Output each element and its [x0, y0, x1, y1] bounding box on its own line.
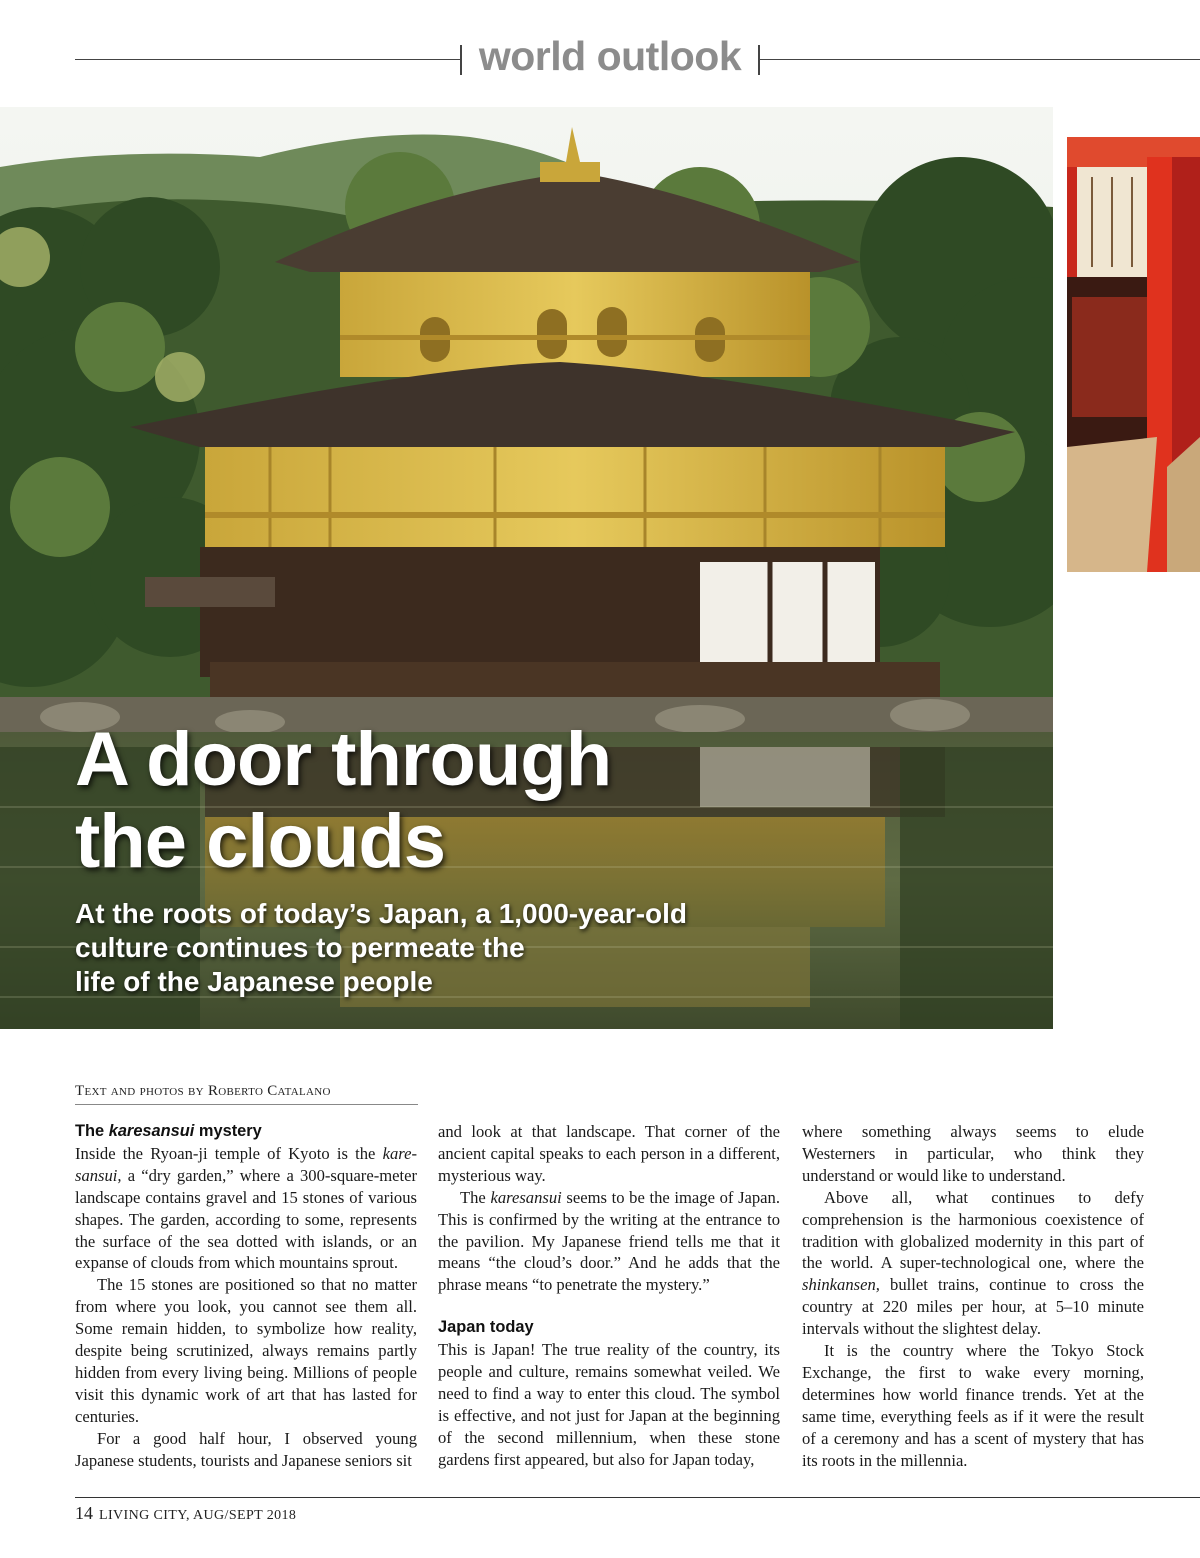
golden-pavilion-illustration — [0, 107, 1053, 1029]
article-subtitle-line-2: culture continues to permeate the — [75, 932, 525, 963]
byline: Text and photos by Roberto Catalano — [75, 1083, 331, 1099]
paragraph-3-continued: and look at that landscape. That corner of the ancient capital speaks to each person in a different, mysterious way. — [438, 1122, 780, 1185]
byline-rule — [75, 1104, 418, 1105]
article-title-line-2: the clouds — [75, 799, 446, 884]
paragraph-4 — [438, 1187, 780, 1297]
magazine-issue: LIVING CITY, AUG/SEPT 2018 — [99, 1508, 297, 1523]
paragraph-1 — [75, 1143, 417, 1274]
paragraph-3: For a good half hour, I observed young Japanese students, tourists and Japanese seniors sit — [75, 1428, 417, 1470]
subheading-karesansui — [75, 1121, 417, 1143]
article-column-1 — [75, 1121, 417, 1489]
article-subtitle — [75, 897, 815, 999]
paragraph-5: This is Japan! The true reality of the country, its people and culture, remains somewhat veiled. We need to find a way to enter this cloud. The symbol is effective, and not just for Japan at the beginning of the second millennium, when these stone gardens first appeared, but also for Japan today, — [438, 1340, 780, 1469]
text-run: Inside the Ryoan-ji temple of Kyoto is the — [75, 1143, 383, 1163]
folio — [75, 1503, 296, 1524]
article-subtitle-line-1: At the roots of today’s Japan, a 1,000-year-old — [75, 898, 688, 929]
shrine-photo — [1067, 137, 1200, 572]
subheading-text: mystery — [194, 1122, 262, 1140]
hero-photo — [0, 107, 1053, 1029]
footer-rule — [75, 1497, 1200, 1498]
header-tick-right — [758, 45, 760, 75]
article-column-2 — [438, 1121, 780, 1489]
page-number: 14 — [75, 1503, 93, 1523]
italic-term: kare-sansui, — [75, 1143, 417, 1185]
paragraph-5-continued: where something always seems to elude Westerners in particular, who think they understand or would like to understand. — [802, 1122, 1144, 1185]
paragraph-2: The 15 stones are positioned so that no matter from where you look, you cannot see them all. Some remain hidden, to symbolize how reality, despite being scrutinized, always remains partly hidden from every living being. Millions of people visit this dynamic work of art that has lasted for centuries. — [75, 1275, 417, 1426]
text-run: seems to be the image of Japan. This is confirmed by the writing at the entrance to the pavilion. My Japanese friend tells me that it means “the cloud’s door.” And he adds that the phrase means “to penetrate the mystery.” — [438, 1187, 780, 1295]
article-title-line-1: A door through — [75, 717, 612, 802]
paragraph-7: It is the country where the Tokyo Stock Exchange, the first to wake every morning, determines how world finance trends. Yet at the same time, everything feels as if it were the result of a ceremony and has a scent of mystery that has its roots in the millennia. — [802, 1341, 1144, 1470]
article-column-3 — [802, 1121, 1144, 1489]
header-rule-left — [75, 59, 460, 60]
italic-term: karesansui — [490, 1187, 562, 1207]
header-rule-right — [760, 59, 1200, 60]
subheading-japan-today: Japan today — [438, 1318, 534, 1337]
subheading-text: The — [75, 1122, 109, 1140]
section-title: world outlook — [478, 33, 742, 79]
text-run: bullet trains, continue to cross the country at 220 miles per hour, at 5–10 minute intervals without the slightest delay. — [802, 1275, 1144, 1339]
text-run: Above all, what continues to defy comprehension is the harmonious coexistence of tradition with globalized modernity in this part of the world. A super-technological one, where the — [802, 1187, 1144, 1273]
article-subtitle-line-3: life of the Japanese people — [75, 966, 433, 997]
paragraph-6 — [802, 1187, 1144, 1340]
italic-term: shinkansen, — [802, 1275, 880, 1295]
text-run: The — [460, 1187, 491, 1207]
red-shrine-illustration — [1067, 137, 1200, 572]
text-run: a “dry garden,” where a 300-square-meter landscape contains gravel and 15 stones of various shapes. The garden, according to some, represents the surface of the sea dotted with islands, or an expanse of clouds from which mountains sprout. — [75, 1165, 417, 1273]
subheading-italic: karesansui — [108, 1122, 195, 1140]
article-title — [75, 719, 611, 883]
